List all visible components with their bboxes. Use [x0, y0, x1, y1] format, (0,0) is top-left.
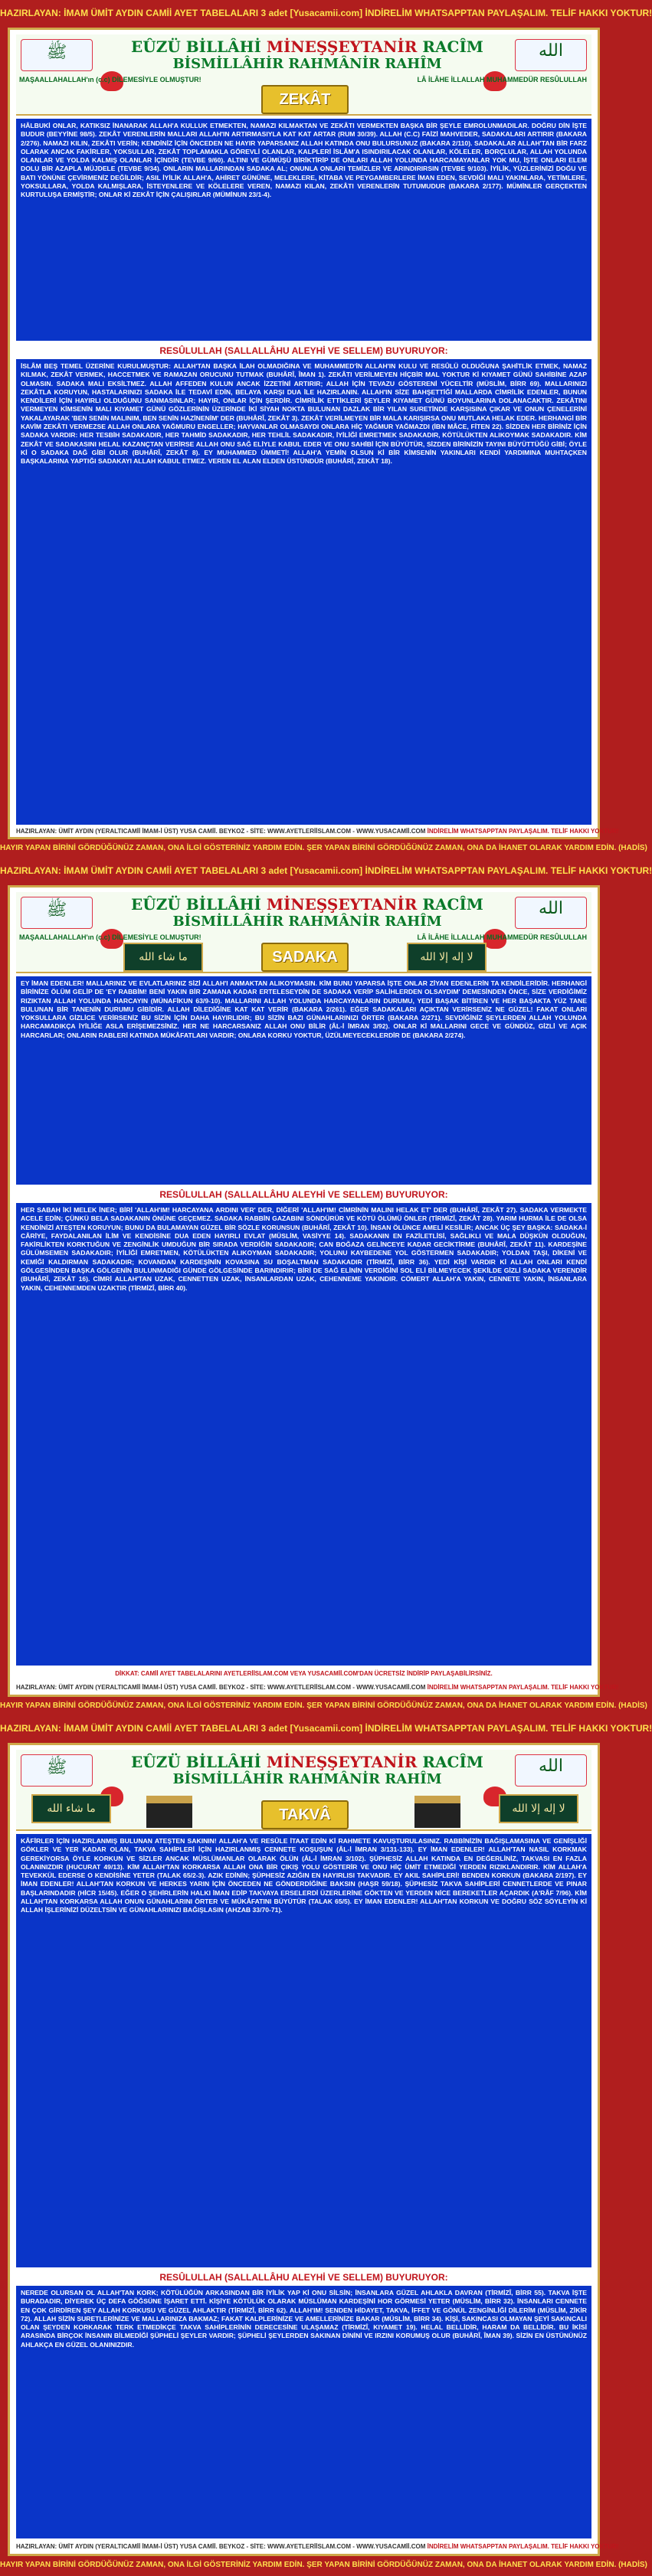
- zekat-section: [0, 0, 652, 858]
- topic-badge: TAKVÂ: [261, 1800, 349, 1829]
- hadith-title: RESÛLULLAH (SALLALLÂHU ALEYHİ VE SELLEM) BUYURUYOR:: [16, 1188, 591, 1201]
- topic-badge: ZEKÂT: [261, 85, 349, 114]
- topic-badge: SADAKA: [261, 943, 349, 972]
- sadaka-panel: [8, 885, 619, 1697]
- takva-section: [0, 1715, 652, 2576]
- title-line1: EÛZÜ BİLLÂHİ MİNEŞŞEYTANİR RACÎM: [131, 1753, 483, 1771]
- muhammad-emblem-icon: ﷺ: [21, 897, 93, 929]
- allah-emblem-icon: الله: [515, 897, 587, 929]
- panel-footer: HAZIRLAYAN: ÜMİT AYDIN (YERALTICAMİİ İMAM-İ ÜST) YUSA CAMİİ. BEYKOZ - SİTE: WWW.AYETLERİİSLAM.COM - WWW.YUSACAMİİ.COM İNDİRELİM WHATSAPPTAN PAYLAŞALIM. TELİF HAKKI YOKTUR!: [16, 826, 591, 837]
- title-line2: BİSMİLLÂHİR RAHMÂNİR RAHÎM: [172, 914, 442, 930]
- title-bar: [16, 34, 591, 116]
- separator-line: HAYIR YAPAN BİRİNİ GÖRDÜĞÜNÜZ ZAMAN, ONA İLGİ GÖSTERİNİZ YARDIM EDİN. ŞER YAPAN BİRİNİ GÖRDÜĞÜNÜZ ZAMAN, ONA DA İHANET OLARAK YARDIM EDİN. (HADİS): [0, 844, 647, 852]
- takva-panel: [8, 1743, 619, 2556]
- subtitle-left: MAŞAALLAHALLAH'ın (c.c) DİLEMESİYLE OLMUŞTUR!: [19, 933, 201, 941]
- muhammad-emblem-icon: ﷺ: [21, 39, 93, 71]
- muhammad-emblem-icon: ﷺ: [21, 1754, 93, 1787]
- allah-emblem-icon: الله: [515, 1754, 587, 1787]
- hadith-text-box: HER SABAH İKİ MELEK İNER; BİRİ 'ALLAH'IM! HARCAYANA ARDINI VER' DER, DİĞERİ 'ALLAH'IM! CİMRİNİN MALINI HELAK ET' DER (BUHÂRÎ, ZEKÂT 27). SADAKA VERMEKTE ACELE EDİN; ÇÜNKÜ BELA SADAKANIN ÖNÜNE GEÇEMEZ. SADAKA RABBİN GAZABINI SÖNDÜRÜR VE KÖTÜ ÖLÜMÜ ÖNLER (TİRMİZÎ, ZEKÂT 28). YARIM HURMA İLE DE OLSA KENDİNİZİ ATEŞTEN KORUYUN; BUNU DA BULAMAYAN GÜZEL BİR SÖZLE KORUNSUN (BUHÂRÎ, ZEKÂT 10). İNSAN ÖLÜNCE AMELİ KESİLİR; ANCAK ÜÇ ŞEY BAŞKA: SADAKA-İ CÂRİYE, FAYDALANILAN İLİM VE KENDİSİNE DUA EDEN HAYIRLI EVLAT (MÜSLİM, VASİYYE 14). SADAKANIN EN FAZİLETLİSİ, SAĞLIKLI VE MALA DÜŞKÜN OLDUĞUN, FAKİRLİKTEN KORKTUĞUN VE ZENGİNLİK UMDUĞUN BİR SIRADA VERDİĞİN SADAKADIR; CAN BOĞAZA GELİNCEYE KADAR GECİKTİRME (BUHÂRÎ, ZEKÂT 11). KARDEŞİNE GÜLÜMSEMEN SADAKADIR; İYİLİĞİ EMRETMEN, KÖTÜLÜKTEN ALIKOYMAN SADAKADIR; YOLUNU KAYBEDENE YOL GÖSTERMEN SADAKADIR; YOLDAN TAŞI, DİKENİ VE KEMİĞİ KALDIRMAN SADAKADIR; KOVANDAN KARDEŞİNİN KOVASINA SU BOŞALTMAN SADAKADIR (TİRMİZÎ, BİRR 36). YEDİ KİŞİ VARDIR Kİ ALLAH ONLARI KENDİ GÖLGESİNDEN BAŞKA GÖLGENİN BULUNMADIĞI GÜNDE GÖLGESİNDE BARINDIRIR; BİRİ DE SAĞ ELİNİN VERDİĞİNİ SOL ELİ BİLMEYECEK ŞEKİLDE GİZLİ SADAKA VERENDİR (BUHÂRÎ, ZEKÂT 16). CİMRİ ALLAH'TAN UZAK, CENNETTEN UZAK, İNSANLARDAN UZAK, CEHENNEME YAKINDIR. CÖMERT ALLAH'A YAKIN, CENNETE YAKIN, İNSANLARA YAKIN, CEHENNEMDEN UZAKTIR (TİRMİZÎ, BİRR 40).: [16, 1203, 591, 1666]
- allah-emblem-icon: الله: [515, 39, 587, 71]
- header-line: HAZIRLAYAN: İMAM ÜMİT AYDIN CAMİİ AYET TABELALARI 3 adet [Yusacamii.com] İNDİRELİM WHATSAPPTAN PAYLAŞALIM. TELİF HAKKI YOKTUR!: [0, 1715, 608, 1741]
- hadith-title: RESÛLULLAH (SALLALLÂHU ALEYHİ VE SELLEM) BUYURUYOR:: [16, 2270, 591, 2284]
- title-bar: [16, 892, 591, 973]
- separator-line: HAYIR YAPAN BİRİNİ GÖRDÜĞÜNÜZ ZAMAN, ONA İLGİ GÖSTERİNİZ YARDIM EDİN. ŞER YAPAN BİRİNİ GÖRDÜĞÜNÜZ ZAMAN, ONA DA İHANET OLARAK YARDIM EDİN. (HADİS): [0, 1702, 647, 1710]
- header-line: HAZIRLAYAN: İMAM ÜMİT AYDIN CAMİİ AYET TABELALARI 3 adet [Yusacamii.com] İNDİRELİM WHATSAPPTAN PAYLAŞALIM. TELİF HAKKI YOKTUR!: [0, 858, 608, 884]
- closing-note: DİKKAT: CAMİİ AYET TABELALARINI AYETLERİİSLAM.COM VEYA YUSACAMİİ.COM'DAN ÜCRETSİZ İNDİRİP PAYLAŞABİLİRSİNİZ.: [16, 1669, 591, 1679]
- zekat-panel: [8, 28, 619, 839]
- calligraphy-right: لا إله إلا الله: [407, 943, 487, 972]
- calligraphy-left: ما شاء الله: [31, 1794, 111, 1823]
- ayet-text-box: HÂLBUKİ ONLAR, KATIKSIZ İNANARAK ALLAH'A KULLUK ETMEKTEN, NAMAZI KILMAKTAN VE ZEKÂTI VERMEKTEN BAŞKA BİR ŞEYLE EMROLUNMADILAR. DOĞRU DİN İŞTE BUDUR (BEYYİNE 98/5). ZEKÂT VERENLERİN MALLARI ALLAH'IN ARTIRMASIYLA KAT KAT ARTAR (RUM 30/39). ALLAH (C.C) FAİZİ MAHVEDER, SADAKALARI ARTIRIR (BAKARA 2/276). NAMAZI KILIN, ZEKÂTI VERİN; KENDİNİZ İÇİN ÖNCEDEN NE HAYIR YAPARSANIZ ALLAH KATINDA ONU BULURSUNUZ (BAKARA 2/110). SADAKALAR ALLAH'TAN BİR FARZ OLARAK ANCAK FAKİRLER, YOKSULLAR, ZEKÂT TOPLAMAKLA GÖREVLİ OLANLAR, KALPLERİ İSLÂM'A ISINDIRILACAK OLANLAR, KÖLELER, BORÇLULAR, ALLAH YOLUNDA OLANLAR VE YOLDA KALMIŞ OLANLAR İÇİNDİR (TEVBE 9/60). ALTINI VE GÜMÜŞÜ BİRİKTİRİP DE ONLARI ALLAH YOLUNDA HARCAMAYANLAR YOK MU, İŞTE ONLARI ELEM DOLU BİR AZAPLA MÜJDELE (TEVBE 9/34). ONLARIN MALLARINDAN SADAKA AL; ONUNLA ONLARI TEMİZLER VE ARINDIRIRSIN (TEVBE 9/103). İYİLİK, YÜZLERİNİZİ DOĞU VE BATI YÖNÜNE ÇEVİRMENİZ DEĞİLDİR; ASIL İYİLİK ALLAH'A, AHİRET GÜNÜNE, MELEKLERE, KİTABA VE PEYGAMBERLERE İMAN EDEN, SEVDİĞİ MALI YAKINLARA, YETİMLERE, YOKSULLARA, YOLDA KALMIŞLARA, İSTEYENLERE VE KÖLELERE VEREN, NAMAZI KILAN, ZEKÂTI VERENLERİN TUTUMUDUR (BAKARA 2/177). MÜMİNLER GERÇEKTEN KURTULUŞA ERMİŞTİR; ONLAR Kİ ZEKÂT İÇİN ÇALIŞIRLAR (MÜMİNUN 23/1-4).: [16, 119, 591, 341]
- panel-footer: HAZIRLAYAN: ÜMİT AYDIN (YERALTICAMİİ İMAM-İ ÜST) YUSA CAMİİ. BEYKOZ - SİTE: WWW.AYETLERİİSLAM.COM - WWW.YUSACAMİİ.COM İNDİRELİM WHATSAPPTAN PAYLAŞALIM. TELİF HAKKI YOKTUR!: [16, 1682, 591, 1693]
- title-line2: BİSMİLLÂHİR RAHMÂNİR RAHÎM: [172, 56, 442, 72]
- title-bar: [16, 1750, 591, 1831]
- title-line1: EÛZÜ BİLLÂHİ MİNEŞŞEYTANİR RACÎM: [131, 38, 483, 56]
- subtitle-right: LÂ İLÂHE İLLALLAH MUHAMMEDÜR RESÛLULLAH: [417, 933, 587, 941]
- ayet-text-box: KÂFİRLER İÇİN HAZIRLANMIŞ BULUNAN ATEŞTEN SAKININ! ALLAH'A VE RESÛLE İTAAT EDİN Kİ RAHMETE KAVUŞTURULASINIZ. RABBİNİZİN BAĞIŞLAMASINA VE GENİŞLİĞİ GÖKLER VE YER KADAR OLAN, TAKVA SAHİPLERİ İÇİN HAZIRLANMIŞ CENNETE KOŞUŞUN (ÂL-İ İMRAN 3/131-133). EY İMAN EDENLER! ALLAH'TAN NASIL KORKMAK GEREKİYORSA ÖYLE KORKUN VE SİZLER ANCAK MÜSLÜMANLAR OLARAK ÖLÜN (ÂL-İ İMRAN 3/102). ŞÜPHESİZ ALLAH KATINDA EN DEĞERLİNİZ, TAKVASI EN FAZLA OLANINIZDIR (HUCURAT 49/13). KİM ALLAH'TAN KORKARSA ALLAH ONA BİR ÇIKIŞ YOLU GÖSTERİR VE ONU HİÇ ÜMİT ETMEDİĞİ YERDEN RIZIKLANDIRIR. KİM ALLAH'A TEVEKKÜL EDERSE O KENDİSİNE YETER (TALAK 65/2-3). AZIK EDİNİN; ŞÜPHESİZ AZIĞIN EN HAYIRLISI TAKVADIR. EY AKIL SAHİPLERİ! BENDEN KORKUN (BAKARA 2/197). EY İMAN EDENLER! ALLAH'TAN KORKUN VE HERKES YARIN İÇİN ÖNCEDEN NE GÖNDERDİĞİNE BAKSIN (HAŞR 59/18). ŞÜPHESİZ TAKVA SAHİPLERİ CENNETLERDE VE PINAR BAŞLARINDADIR (HİCR 15/45). EĞER O ŞEHİRLERİN HALKI İMAN EDİP TAKVAYA ERSELERDİ ÜZERLERİNE GÖKTEN VE YERDEN NİCE BEREKETLER AÇARDIK (A'RÂF 7/96). KİM ALLAH'TAN KORKARSA ALLAH ONUN GÜNAHLARINI ÖRTER VE MÜKÂFATINI BÜYÜTÜR (TALAK 65/5). EY İMAN EDENLER! ALLAH'TAN KORKUN VE DOĞRU SÖZ SÖYLEYİN Kİ ALLAH İŞLERİNİZİ DÜZELTSİN VE GÜNAHLARINIZI BAĞIŞLASIN (AHZAB 33/70-71).: [16, 1834, 591, 2267]
- calligraphy-right: لا إله إلا الله: [499, 1794, 578, 1823]
- mosque-icon: [414, 1796, 460, 1828]
- subtitle-right: LÂ İLÂHE İLLALLAH MUHAMMEDÜR RESÛLULLAH: [417, 76, 587, 83]
- hadith-text-box: NEREDE OLURSAN OL ALLAH'TAN KORK; KÖTÜLÜĞÜN ARKASINDAN BİR İYİLİK YAP Kİ ONU SİLSİN; İNSANLARA GÜZEL AHLAKLA DAVRAN (TİRMİZÎ, BİRR 55). TAKVA İŞTE BURADADIR, DİYEREK ÜÇ DEFA GÖĞSÜNE İŞARET ETTİ. KİŞİYE KÖTÜLÜK OLARAK MÜSLÜMAN KARDEŞİNİ HOR GÖRMESİ YETER (MÜSLİM, BİRR 32). İNSANLARI CENNETE EN ÇOK GİRDİREN ŞEY ALLAH KORKUSU VE GÜZEL AHLAKTIR (TİRMİZÎ, BİRR 62). ALLAH'IM! SENDEN HİDAYET, TAKVA, İFFET VE GÖNÜL ZENGİNLİĞİ DİLERİM (MÜSLİM, ZİKİR 72). ALLAH SİZİN SURETLERİNİZE VE MALLARINIZA BAKMAZ; FAKAT KALPLERİNİZE VE AMELLERİNİZE BAKAR (MÜSLİM, BİRR 34). KİŞİ, SAKINCASI OLMAYAN ŞEYİ SAKINCALI OLAN ŞEYDEN KORKARAK TERK ETMEDİKÇE TAKVA SAHİPLERİNİN DERECESİNE ULAŞAMAZ (TİRMİZÎ, KIYAMET 19). HELAL BELLİDİR, HARAM DA BELLİDİR. BU İKİSİ ARASINDA BİRÇOK İNSANIN BİLMEDİĞİ ŞÜPHELİ ŞEYLER VARDIR; ŞÜPHELİ ŞEYLERDEN SAKINAN DİNİNİ VE IRZINI KORUMUŞ OLUR (BUHÂRÎ, ÎMAN 39). SİZİN EN ÜSTÜNÜNÜZ AHLAKÇA EN GÜZEL OLANINIZDIR.: [16, 2286, 591, 2538]
- sadaka-section: [0, 858, 652, 1715]
- title-line1: EÛZÜ BİLLÂHİ MİNEŞŞEYTANİR RACÎM: [131, 895, 483, 914]
- calligraphy-left: ما شاء الله: [123, 943, 203, 972]
- hadith-text-box: İSLÂM BEŞ TEMEL ÜZERİNE KURULMUŞTUR: ALLAH'TAN BAŞKA İLAH OLMADIĞINA VE MUHAMMED'İN ALLAH'IN KULU VE RESÛLÜ OLDUĞUNA ŞAHİTLİK ETMEK, NAMAZ KILMAK, ZEKÂT VERMEK, HACCETMEK VE RAMAZAN ORUCUNU TUTMAK (BUHÂRÎ, ÎMAN 1). ZEKÂTI VERİLMEYEN HİÇBİR MAL YOKTUR Kİ KIYAMET GÜNÜ SAHİBİNE AZAP OLMASIN. SADAKA MALI EKSİLTMEZ. ALLAH AFFEDEN KULUN ANCAK İZZETİNİ ARTIRIR; ALLAH İÇİN TEVAZU GÖSTERENİ YÜCELTİR (MÜSLİM, BİRR 69). MALLARINIZI ZEKÂTLA KORUYUN, HASTALARINIZI SADAKA İLE TEDAVİ EDİN, BELAYA KARŞI DUA İLE HAZIRLANIN. ALLAH'IN SİZE BAHŞETTİĞİ MALLARDA CİMRİLİK EDENLER, BUNUN KENDİLERİ İÇİN HAYIRLI OLDUĞUNU SANMASINLAR; HAYIR, ONLAR İÇİN ŞERDİR. CİMRİLİK ETTİKLERİ ŞEYLER KIYAMET GÜNÜ BOYUNLARINA DOLANACAKTIR. ZEKÂTINI VERMEYEN KİMSENİN MALI KIYAMET GÜNÜ GÖZLERİNİN ÜZERİNDE İKİ SİYAH NOKTA BULUNAN DAZLAK BİR YILAN SURETİNDE KARŞISINA ÇIKAR VE ONUN ÇENELERİNİ YAKALAYARAK 'BEN SENİN MALINIM, BEN SENİN HAZİNENİM' DER (BUHÂRÎ, ZEKÂT 3). ZEKÂT VERİLMEYEN BİR MALA KARIŞIRSA ONU MUTLAKA HELAK EDER. HERHANGİ BİR KAVİM ZEKÂTI VERMEZSE ALLAH ONLARA YAĞMURU ENGELLER; HAYVANLAR OLMASAYDI ONLARA HİÇ YAĞMUR YAĞMAZDI (İBN MÂCE, FİTEN 22). SİZDEN HER BİRİNİZ İÇİN SADAKA VARDIR: HER TESBİH SADAKADIR, HER TAHMİD SADAKADIR, HER TEHLİL SADAKADIR, İYİLİĞİ EMRETMEK SADAKADIR, KÖTÜLÜKTEN ALIKOYMAK SADAKADIR. KİM ZEKÂT VE SADAKASINI HELAL KAZANÇTAN VERİRSE ALLAH ONU SAĞ ELİYLE KABUL EDER VE ONU SAHİBİ İÇİN BÜYÜTÜR, SİZDEN BİRİNİZİN TAYINI BÜYÜTTÜĞÜ GİBİ; ÖYLE Kİ O SADAKA DAĞ GİBİ OLUR (BUHÂRÎ, ZEKÂT 8). EY MUHAMMED ÜMMETİ! ALLAH'A YEMİN OLSUN Kİ BİR KİMSENİN YAKINLARI KENDİ YARDIMINA MUHTAÇKEN BAŞKALARINA YAPTIĞI SADAKAYI ALLAH KABUL ETMEZ. VEREN EL ALAN ELDEN ÜSTÜNDÜR (BUHÂRÎ, ZEKÂT 18).: [16, 359, 591, 825]
- subtitle-left: MAŞAALLAHALLAH'ın (c.c) DİLEMESİYLE OLMUŞTUR!: [19, 76, 201, 83]
- ayet-text-box: EY İMAN EDENLER! MALLARINIZ VE EVLATLARINIZ SİZİ ALLAH'I ANMAKTAN ALIKOYMASIN. KİM BUNU YAPARSA İŞTE ONLAR ZİYAN EDENLERİN TA KENDİLERİDİR. HERHANGİ BİRİNİZE ÖLÜM GELİP DE 'EY RABBİM! BENİ YAKIN BİR ZAMANA KADAR ERTELESEYDİN DE SADAKA VERİP SALİHLERDEN OLSAYDIM' DEMESİNDEN ÖNCE, SİZE VERDİĞİMİZ RIZIKTAN ALLAH YOLUNDA HARCAYIN (MÜNAFİKUN 63/9-10). MALLARINI ALLAH YOLUNDA HARCAYANLARIN DURUMU, YEDİ BAŞAK BİTİREN VE HER BAŞAKTA YÜZ TANE BULUNAN BİR TANENİN DURUMU GİBİDİR. ALLAH DİLEDİĞİNE KAT KAT VERİR (BAKARA 2/261). EĞER SADAKALARI AÇIKTAN VERİRSENİZ NE GÜZEL! FAKAT ONLARI YOKSULLARA GİZLİCE VERİRSENİZ BU SİZİN İÇİN DAHA HAYIRLIDIR; BU SİZİN BAZI GÜNAHLARINIZI ÖRTER (BAKARA 2/271). SEVDİĞİNİZ ŞEYLERDEN ALLAH YOLUNDA HARCAMADIKÇA İYİLİĞE ASLA ERİŞEMEZSİNİZ. HER NE HARCARSANIZ ALLAH ONU BİLİR (ÂL-İ İMRAN 3/92). ONLAR Kİ MALLARINI GECE VE GÜNDÜZ, GİZLİ VE AÇIK HARCARLAR; ONLARIN RABLERİ KATINDA MÜKÂFATLARI VARDIR; ONLARA KORKU YOKTUR, ÜZÜLMEYECEKLERDİR DE (BAKARA 2/274).: [16, 976, 591, 1185]
- kaaba-icon: [146, 1796, 192, 1828]
- title-line2: BİSMİLLÂHİR RAHMÂNİR RAHÎM: [172, 1771, 442, 1787]
- separator-line: HAYIR YAPAN BİRİNİ GÖRDÜĞÜNÜZ ZAMAN, ONA İLGİ GÖSTERİNİZ YARDIM EDİN. ŞER YAPAN BİRİNİ GÖRDÜĞÜNÜZ ZAMAN, ONA DA İHANET OLARAK YARDIM EDİN. (HADİS): [0, 2561, 647, 2569]
- panel-footer: HAZIRLAYAN: ÜMİT AYDIN (YERALTICAMİİ İMAM-İ ÜST) YUSA CAMİİ. BEYKOZ - SİTE: WWW.AYETLERİİSLAM.COM - WWW.YUSACAMİİ.COM İNDİRELİM WHATSAPPTAN PAYLAŞALIM. TELİF HAKKI YOKTUR!: [16, 2542, 591, 2552]
- hadith-title: RESÛLULLAH (SALLALLÂHU ALEYHİ VE SELLEM) BUYURUYOR:: [16, 344, 591, 358]
- header-line: HAZIRLAYAN: İMAM ÜMİT AYDIN CAMİİ AYET TABELALARI 3 adet [Yusacamii.com] İNDİRELİM WHATSAPPTAN PAYLAŞALIM. TELİF HAKKI YOKTUR!: [0, 0, 608, 26]
